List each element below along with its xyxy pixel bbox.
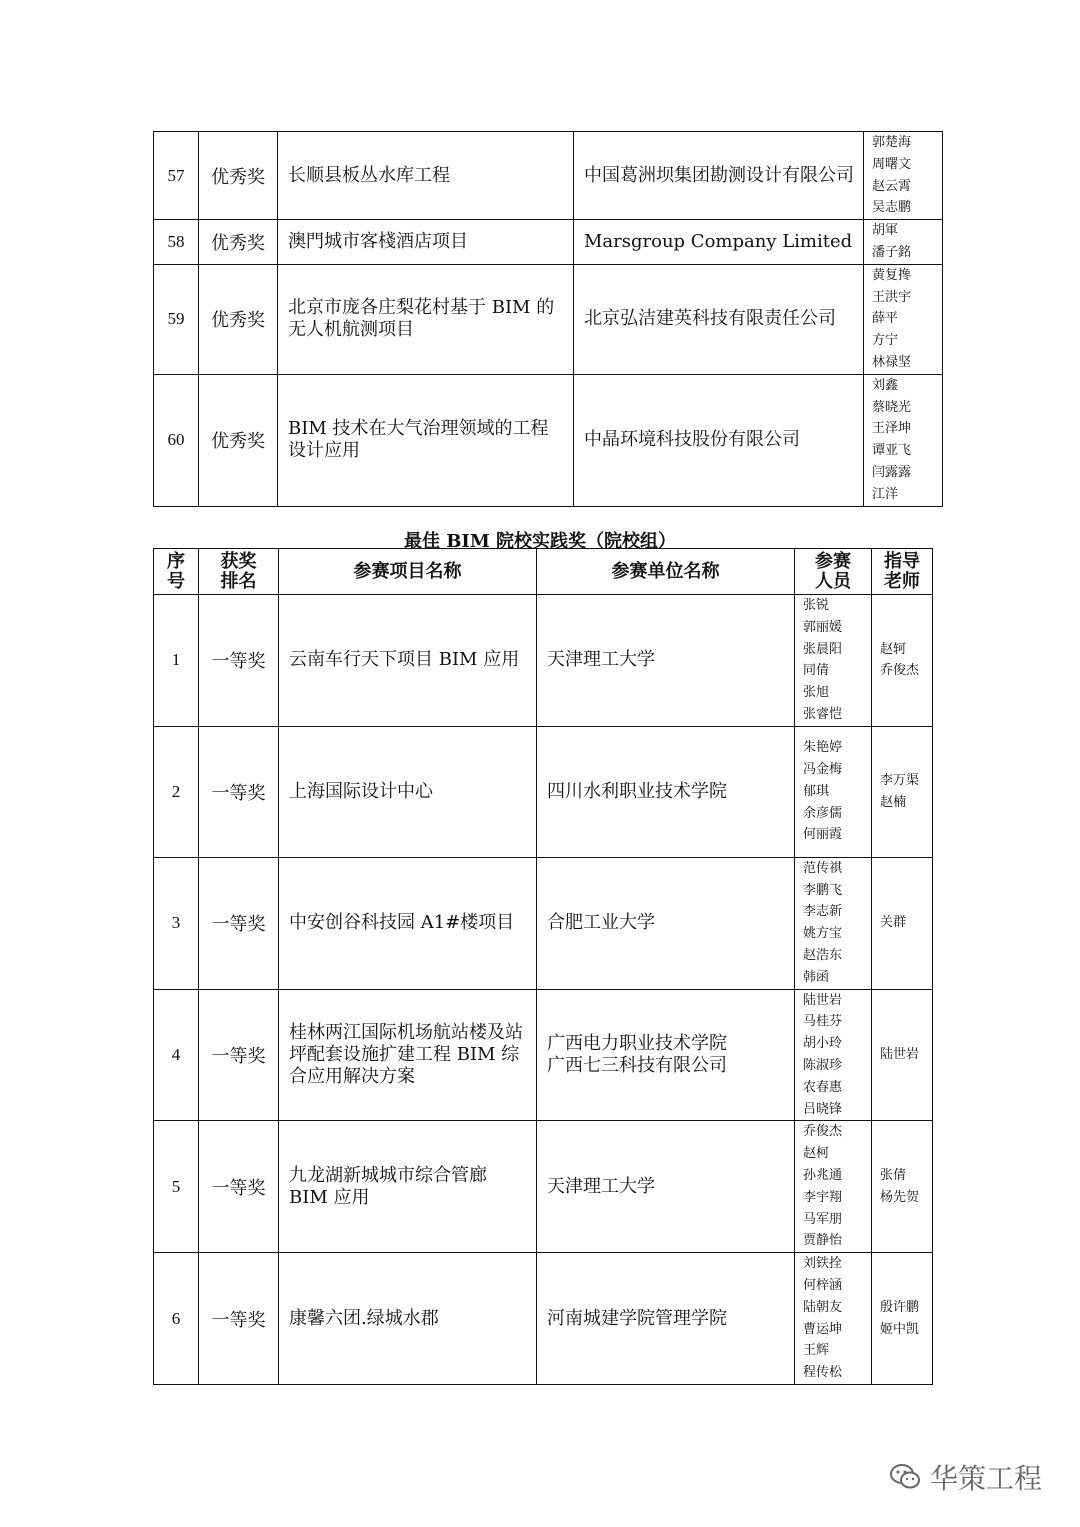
participant-name: 姚方宝 <box>803 926 843 942</box>
participant-name: 冯金梅 <box>803 762 843 778</box>
advisor-name: 杨先贺 <box>880 1189 920 1205</box>
row-number: 60 <box>154 374 199 506</box>
table-row <box>154 132 943 220</box>
advisors <box>872 1253 933 1385</box>
participant-name: 朱艳婷 <box>803 740 843 756</box>
award-level: 优秀奖 <box>199 220 278 265</box>
award-level: 一等奖 <box>199 857 279 989</box>
participant-name: 张旭 <box>803 685 830 701</box>
participant-name: 方宁 <box>872 333 899 349</box>
table-row <box>154 1253 933 1385</box>
participants <box>795 726 872 857</box>
table-row <box>154 264 943 374</box>
college-awards-table <box>153 548 933 1385</box>
awards-table-continued <box>153 131 943 507</box>
unit-name <box>537 1121 795 1253</box>
participant-name: 林禄坚 <box>872 354 912 370</box>
participant-name: 胡軍 <box>872 223 899 239</box>
participant-name: 张锐 <box>803 598 830 613</box>
participant-name: 同倩 <box>803 663 830 679</box>
project-name: 云南车行天下项目 BIM 应用 <box>279 595 537 727</box>
project-name: 澳門城市客棧酒店项目 <box>278 220 574 265</box>
unit-name: 北京弘洁建英科技有限责任公司 <box>574 264 864 374</box>
unit-name <box>537 989 795 1121</box>
watermark-text: 华策工程 <box>929 1462 1042 1495</box>
advisors <box>872 989 933 1121</box>
participant-name: 郭丽媛 <box>803 619 843 635</box>
award-level: 优秀奖 <box>199 374 278 506</box>
award-level: 一等奖 <box>199 726 279 857</box>
table-row <box>154 857 933 989</box>
unit-line: 天津理工大学 <box>547 1175 655 1197</box>
participant-name: 张睿恺 <box>803 706 843 722</box>
header-rank: 获奖 排名 <box>199 549 279 595</box>
participant-name: 王洪宇 <box>872 289 912 305</box>
table-row <box>154 595 933 727</box>
row-number: 4 <box>154 989 199 1121</box>
participant-name: 吕晓锋 <box>803 1101 843 1117</box>
advisor-name: 殷许鹏 <box>880 1299 920 1315</box>
advisors <box>872 1121 933 1253</box>
participants <box>864 132 943 220</box>
row-number: 58 <box>154 220 199 265</box>
participant-name: 孙兆通 <box>803 1167 843 1183</box>
award-level: 一等奖 <box>199 1121 279 1253</box>
header-unit: 参赛单位名称 <box>537 549 795 595</box>
participant-name: 马军朋 <box>803 1211 843 1227</box>
participant-name: 赵柯 <box>803 1146 830 1162</box>
participant-name: 余彦儒 <box>803 805 843 821</box>
unit-name <box>537 1253 795 1385</box>
participant-name: 江洋 <box>872 486 899 502</box>
unit-name: 中晶环境科技股份有限公司 <box>574 374 864 506</box>
participant-name: 陈淑珍 <box>803 1057 843 1073</box>
wechat-icon <box>890 1464 920 1490</box>
table-row <box>154 220 943 265</box>
participant-name: 贾静怡 <box>803 1233 843 1249</box>
advisor-name: 陆世岩 <box>880 1047 920 1063</box>
participants <box>864 264 943 374</box>
award-level: 优秀奖 <box>199 132 278 220</box>
header-people: 参赛 人员 <box>795 549 872 595</box>
row-number: 57 <box>154 132 199 220</box>
participant-name: 马桂芬 <box>803 1014 843 1030</box>
table-row <box>154 989 933 1121</box>
unit-line: 广西七三科技有限公司 <box>547 1054 727 1076</box>
header-project: 参赛项目名称 <box>279 549 537 595</box>
participant-name: 郭楚海 <box>872 135 912 150</box>
unit-name <box>537 857 795 989</box>
advisors <box>872 595 933 727</box>
participant-name: 农春惠 <box>803 1079 843 1095</box>
advisor-name: 李万渠 <box>880 772 920 788</box>
advisor-name: 赵轲 <box>880 641 907 657</box>
section-title: 最佳 BIM 院校实践奖（院校组） <box>403 531 677 552</box>
participants <box>864 374 943 506</box>
participants <box>864 220 943 265</box>
project-name: 九龙湖新城城市综合管廊 BIM 应用 <box>279 1121 537 1253</box>
watermark <box>890 1457 1042 1497</box>
project-name: 上海国际设计中心 <box>279 726 537 857</box>
participant-name: 陆世岩 <box>803 992 843 1008</box>
participant-name: 陆朝友 <box>803 1299 843 1315</box>
participant-name: 王泽坤 <box>872 421 912 437</box>
participant-name: 李鹏飞 <box>803 882 843 898</box>
header-teacher: 指导 老师 <box>872 549 933 595</box>
participant-name: 赵浩东 <box>803 947 843 963</box>
unit-line: 广西电力职业技术学院 <box>547 1032 727 1054</box>
award-level: 一等奖 <box>199 1253 279 1385</box>
participant-name: 刘铁拴 <box>803 1256 843 1272</box>
unit-line: 天津理工大学 <box>547 649 655 671</box>
award-level: 一等奖 <box>199 989 279 1121</box>
participant-name: 潘子銘 <box>872 244 912 260</box>
participants <box>795 989 872 1121</box>
participant-name: 黄复搀 <box>872 267 912 283</box>
unit-line: 四川水利职业技术学院 <box>547 780 727 802</box>
project-name: 北京市庞各庄梨花村基于 BIM 的无人机航测项目 <box>278 264 574 374</box>
row-number: 1 <box>154 595 199 727</box>
unit-line: 河南城建学院管理学院 <box>547 1307 727 1329</box>
participant-name: 闫露露 <box>872 464 912 480</box>
participant-name: 刘鑫 <box>872 377 899 393</box>
advisor-name: 关群 <box>880 915 907 931</box>
advisors <box>872 857 933 989</box>
unit-name: 中国葛洲坝集团勘测设计有限公司 <box>574 132 864 220</box>
advisor-name: 赵楠 <box>880 794 907 810</box>
project-name: 长顺县板丛水库工程 <box>278 132 574 220</box>
participant-name: 张晨阳 <box>803 641 843 657</box>
unit-name <box>537 726 795 857</box>
project-name: 康馨六团.绿城水郡 <box>279 1253 537 1385</box>
project-name: 中安创谷科技园 A1#楼项目 <box>279 857 537 989</box>
participant-name: 薛平 <box>872 311 899 327</box>
participants <box>795 595 872 727</box>
row-number: 6 <box>154 1253 199 1385</box>
participants <box>795 1253 872 1385</box>
participant-name: 曹运坤 <box>803 1321 843 1337</box>
participant-name: 何梓涵 <box>803 1277 843 1293</box>
row-number: 5 <box>154 1121 199 1253</box>
table-header-row <box>154 549 933 595</box>
unit-name: Marsgroup Company Limited <box>574 220 864 265</box>
participant-name: 谭亚飞 <box>872 443 912 459</box>
table-row <box>154 374 943 506</box>
participants <box>795 1121 872 1253</box>
table-row <box>154 1121 933 1253</box>
participant-name: 李志新 <box>803 904 843 920</box>
participant-name: 赵云霄 <box>872 178 912 194</box>
participant-name: 胡小玲 <box>803 1036 843 1052</box>
participant-name: 周曙文 <box>872 156 912 172</box>
participant-name: 乔俊杰 <box>803 1124 843 1140</box>
award-level: 优秀奖 <box>199 264 278 374</box>
unit-line: 合肥工业大学 <box>547 912 655 934</box>
participant-name: 范传祺 <box>803 860 843 876</box>
participant-name: 蔡晓光 <box>872 399 912 415</box>
project-name: BIM 技术在大气治理领域的工程设计应用 <box>278 374 574 506</box>
participants <box>795 857 872 989</box>
participant-name: 李宇翔 <box>803 1189 843 1205</box>
advisors <box>872 726 933 857</box>
row-number: 2 <box>154 726 199 857</box>
row-number: 3 <box>154 857 199 989</box>
header-no: 序 号 <box>154 549 199 595</box>
advisor-name: 张倩 <box>880 1167 907 1183</box>
participant-name: 韩函 <box>803 969 830 985</box>
table-row <box>154 726 933 857</box>
row-number: 59 <box>154 264 199 374</box>
participant-name: 吴志鹏 <box>872 200 912 216</box>
participant-name: 王辉 <box>803 1343 830 1359</box>
participant-name: 郁琪 <box>803 783 830 799</box>
unit-name <box>537 595 795 727</box>
award-level: 一等奖 <box>199 595 279 727</box>
advisor-name: 姬中凯 <box>880 1321 920 1337</box>
advisor-name: 乔俊杰 <box>880 663 920 679</box>
participant-name: 何丽霞 <box>803 827 843 843</box>
participant-name: 程传松 <box>803 1365 843 1381</box>
project-name: 桂林两江国际机场航站楼及站坪配套设施扩建工程 BIM 综合应用解决方案 <box>279 989 537 1121</box>
